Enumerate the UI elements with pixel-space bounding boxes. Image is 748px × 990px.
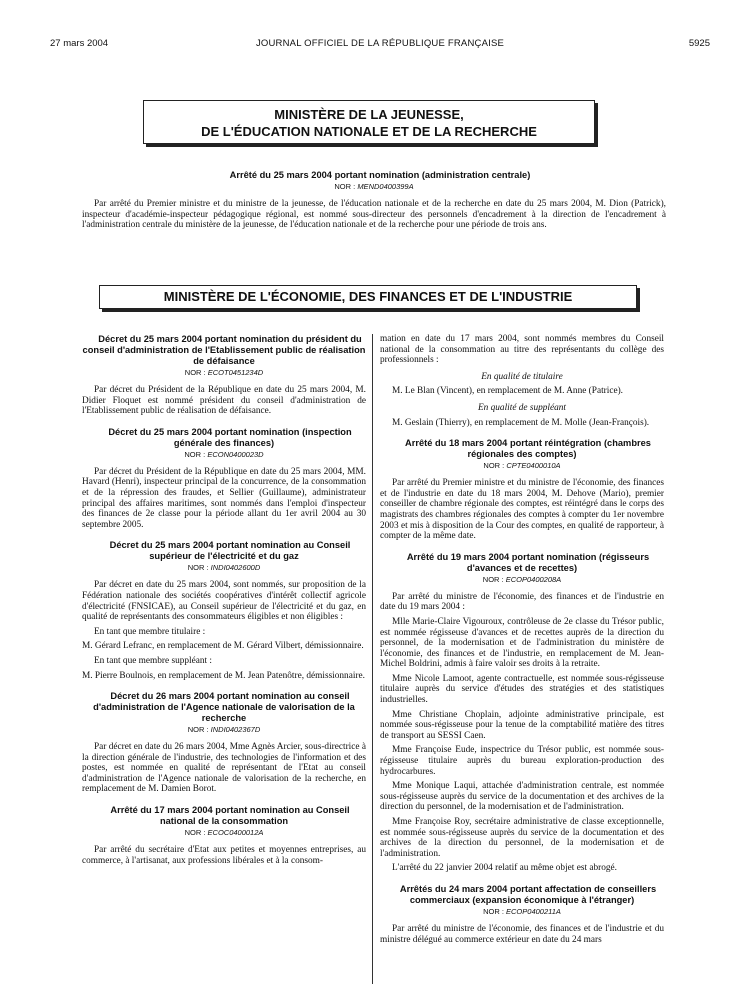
nor-code: INDI0402600D bbox=[210, 563, 261, 573]
qualite-suppleant: En qualité de suppléant bbox=[477, 402, 567, 413]
nor-label: NOR : bbox=[184, 449, 206, 459]
article-body: Par arrêté du secrétaire d'Etat aux petites et moyennes entreprises, au commerce, à l'artisanat, aux professions libérales et à la consom- bbox=[82, 845, 366, 866]
nor-label: NOR : bbox=[187, 725, 209, 735]
ministry1-line2: DE L'ÉDUCATION NATIONALE ET DE LA RECHERCHE bbox=[201, 124, 537, 139]
nor-reference bbox=[82, 563, 366, 572]
column-separator bbox=[372, 334, 373, 984]
ministry2-line: MINISTÈRE DE L'ÉCONOMIE, DES FINANCES ET DE L'INDUSTRIE bbox=[163, 289, 573, 304]
qualite-titulaire: En qualité de titulaire bbox=[481, 371, 563, 382]
ministry-youth-education-box bbox=[143, 100, 595, 144]
article-paragraph: Mme Françoise Roy, secrétaire administrative de classe exceptionnelle, est nommée sous-régisseuse auprès du service de la documentation et des archives de la direction du personnel, de la modernisation et de l'administration. bbox=[380, 817, 664, 859]
page-header bbox=[50, 38, 710, 52]
titulaire-body: M. Gérard Lefranc, en remplacement de M. Gérard Vilbert, démissionnaire. bbox=[82, 641, 364, 652]
nor-label: NOR : bbox=[187, 563, 209, 573]
article-body: Par arrêté du Premier ministre et du ministre de l'économie, des finances et de l'industrie en date du 18 mars 2004, M. Dehove (Mario), premier conseiller de chambre régionale des comptes, est réintégré dans le corps des magistrats des chambres régionales des comptes à compter du 1er novembre 2003 et mis à disposition de la Cour des comptes, en qualité de rapporteur, à compter de la même date. bbox=[380, 478, 664, 542]
right-column bbox=[380, 334, 664, 955]
nor-code: ECOP0400211A bbox=[506, 906, 561, 916]
nor-reference bbox=[82, 828, 366, 837]
nor-reference bbox=[82, 450, 366, 459]
nor-code: MEND0400399A bbox=[357, 182, 414, 191]
article-conseil-consommation bbox=[82, 805, 366, 866]
nor-reference bbox=[82, 182, 666, 191]
nor-reference bbox=[380, 907, 664, 916]
nor-label: NOR : bbox=[483, 461, 505, 471]
article-paragraph: L'arrêté du 22 janvier 2004 relatif au même objet est abrogé. bbox=[392, 863, 617, 874]
article-paragraph: Mme Françoise Eude, inspectrice du Trésor public, est nommée sous-régisseuse titulaire auprès du bureau exploration-production des hydrocarbures. bbox=[380, 745, 664, 777]
article-paragraph: Mme Christiane Choplain, adjointe administrative principale, est nommée sous-régisseuse pour la tenue de la comptabilité matière des titres de transport au SESSI Caen. bbox=[380, 709, 664, 741]
article-inspection-finances bbox=[82, 427, 366, 531]
article-paragraph: Mme Monique Laqui, attachée d'administration centrale, est nommée sous-régisseuse auprès du service de la documentation et des archives de la direction du personnel, de la modernisation et de l'administration. bbox=[380, 781, 664, 813]
suppleant-body: M. Geslain (Thierry), en remplacement de M. Molle (Jean-François). bbox=[392, 417, 650, 428]
article-body: Par décret en date du 25 mars 2004, sont nommés, sur proposition de la Fédération nationale des sociétés coopératives d'intérêt collectif agricole d'électricité (FNSICAE), au Conseil supérieur de l'électricité et du gaz, en qualité de représentants des consommateurs éligibles et non éligibles : bbox=[82, 580, 366, 623]
nor-label: NOR : bbox=[483, 906, 504, 916]
article-paragraph: Mme Nicole Lamoot, agente contractuelle, est nommée sous-régisseuse titulaire auprès du service d'études des stratégies et des statistiques industrielles. bbox=[380, 673, 664, 706]
nor-label: NOR : bbox=[184, 828, 206, 838]
qualite-titulaire: En tant que membre titulaire : bbox=[94, 626, 206, 637]
article-title: Arrêté du 19 mars 2004 portant nomination (régisseurs d'avances et de recettes) bbox=[406, 551, 650, 573]
article-anvar bbox=[82, 691, 366, 795]
nor-code: ECON0400023D bbox=[207, 449, 264, 459]
nor-reference bbox=[82, 725, 366, 734]
suppleant-body: M. Pierre Boulnois, en remplacement de M. Jean Patenôtre, démissionnaire. bbox=[82, 670, 365, 681]
nor-code: ECOT0451234D bbox=[207, 368, 264, 377]
nor-reference bbox=[380, 461, 664, 470]
header-title: JOURNAL OFFICIEL DE LA RÉPUBLIQUE FRANÇAISE bbox=[255, 38, 505, 49]
article-electricite-gaz bbox=[82, 540, 366, 681]
titulaire-body: M. Le Blan (Vincent), en remplacement de M. Anne (Patrice). bbox=[392, 386, 624, 397]
nor-reference bbox=[82, 368, 366, 377]
nor-label: NOR : bbox=[482, 574, 504, 584]
article-body: Par arrêté du ministre de l'économie, des finances et de l'industrie et du ministre délégué au commerce extérieur en date du 24 mars bbox=[380, 923, 664, 945]
article-body: Par décret du Président de la République en date du 25 mars 2004, MM. Havard (Henri), inspecteur principal de la concurrence, de la consommation et de la répression des fraudes, et Sellier (Guillaume), administrateur principal des affaires maritimes, sont nommés dans l'emploi d'inspecteur des finances de 2e classe pour la période allant du 1er avril 2004 au 30 septembre 2005. bbox=[82, 466, 366, 530]
ministry-economy-box bbox=[99, 285, 637, 309]
nor-reference bbox=[380, 575, 664, 584]
header-date: 27 mars 2004 bbox=[50, 38, 109, 49]
article-chambres-regionales bbox=[380, 438, 664, 542]
ministry1-line1: MINISTÈRE DE LA JEUNESSE, bbox=[274, 107, 464, 122]
nor-code: INDI0402367D bbox=[210, 725, 261, 735]
article-body-continued: mation en date du 17 mars 2004, sont nommés membres du Conseil national de la consommation au titre des représentants du collège des professionnels : bbox=[380, 334, 664, 366]
article-title: Décret du 25 mars 2004 portant nomination au Conseil supérieur de l'électricité et du gaz bbox=[109, 540, 351, 562]
article-conseillers-commerciaux bbox=[380, 884, 664, 945]
article-paragraph: Mlle Marie-Claire Vigouroux, contrôleuse de 2e classe du Trésor public, est nommée régisseuse d'avances et de recettes auprès de la direction du personnel, de la modernisation et de l'administration du ministère de l'économie, des finances et de l'industrie, en remplacement de M. Jean-Michel Boldrini, admis à faire valoir ses droits à la retraite. bbox=[380, 616, 664, 670]
article-title: Décret du 26 mars 2004 portant nomination au conseil d'administration de l'Agence nationale de valorisation de la recherche bbox=[93, 691, 355, 724]
page-number: 5925 bbox=[688, 38, 710, 49]
nor-code: ECOC0400012A bbox=[207, 828, 264, 838]
nor-code: ECOP0400208A bbox=[505, 574, 562, 584]
article-title: Arrêté du 25 mars 2004 portant nomination (administration centrale) bbox=[229, 170, 531, 180]
article-title: Arrêté du 18 mars 2004 portant réintégration (chambres régionales des comptes) bbox=[405, 438, 651, 460]
nor-label: NOR : bbox=[334, 182, 356, 191]
article-title: Décret du 25 mars 2004 portant nomination (inspection générale des finances) bbox=[108, 426, 352, 448]
nor-code: CPTE0400010A bbox=[506, 461, 561, 471]
article-paragraph: Par arrêté du ministre de l'économie, des finances et de l'industrie en date du 19 mars 2004 : bbox=[380, 591, 664, 613]
article-defaisance bbox=[82, 334, 366, 417]
article-title: Arrêtés du 24 mars 2004 portant affectation de conseillers commerciaux (expansion économique à l'étranger) bbox=[399, 883, 657, 905]
article-consommation-continued bbox=[380, 334, 664, 428]
article-regisseurs bbox=[380, 552, 664, 874]
article-body: Par arrêté du Premier ministre et du ministre de la jeunesse, de l'éducation nationale et de la recherche en date du 25 mars 2004, M. Dion (Patrick), inspecteur d'académie-inspecteur pédagogique régional, est nommé sous-directeur des personnels d'encadrement à la direction de l'encadrement à l'administration centrale du ministère de la jeunesse, de l'éducation nationale et de la recherche pour une période de trois ans. bbox=[82, 199, 666, 231]
left-column bbox=[82, 334, 366, 876]
qualite-suppleant: En tant que membre suppléant : bbox=[94, 655, 212, 666]
article-title: Décret du 25 mars 2004 portant nomination du président du conseil d'administration de l'Etablissement public de réalisation de défaisance bbox=[82, 334, 366, 366]
article-body: Par décret du Président de la République en date du 25 mars 2004, M. Didier Floquet est nommé président du conseil d'administration de l'Etablissement public de réalisation de défaisance. bbox=[82, 385, 366, 417]
article-admin-centrale bbox=[82, 170, 666, 235]
article-body: Par décret en date du 26 mars 2004, Mme Agnès Arcier, sous-directrice à la direction générale de l'industrie, des technologies de l'information et des postes, est nommée en qualité de représentant de l'Etat au conseil d'administration de l'Agence nationale de valorisation de la recherche, en remplacement de M. Damien Borot. bbox=[82, 742, 366, 795]
article-title: Arrêté du 17 mars 2004 portant nomination au Conseil national de la consommation bbox=[110, 805, 350, 827]
nor-label: NOR : bbox=[184, 368, 206, 377]
